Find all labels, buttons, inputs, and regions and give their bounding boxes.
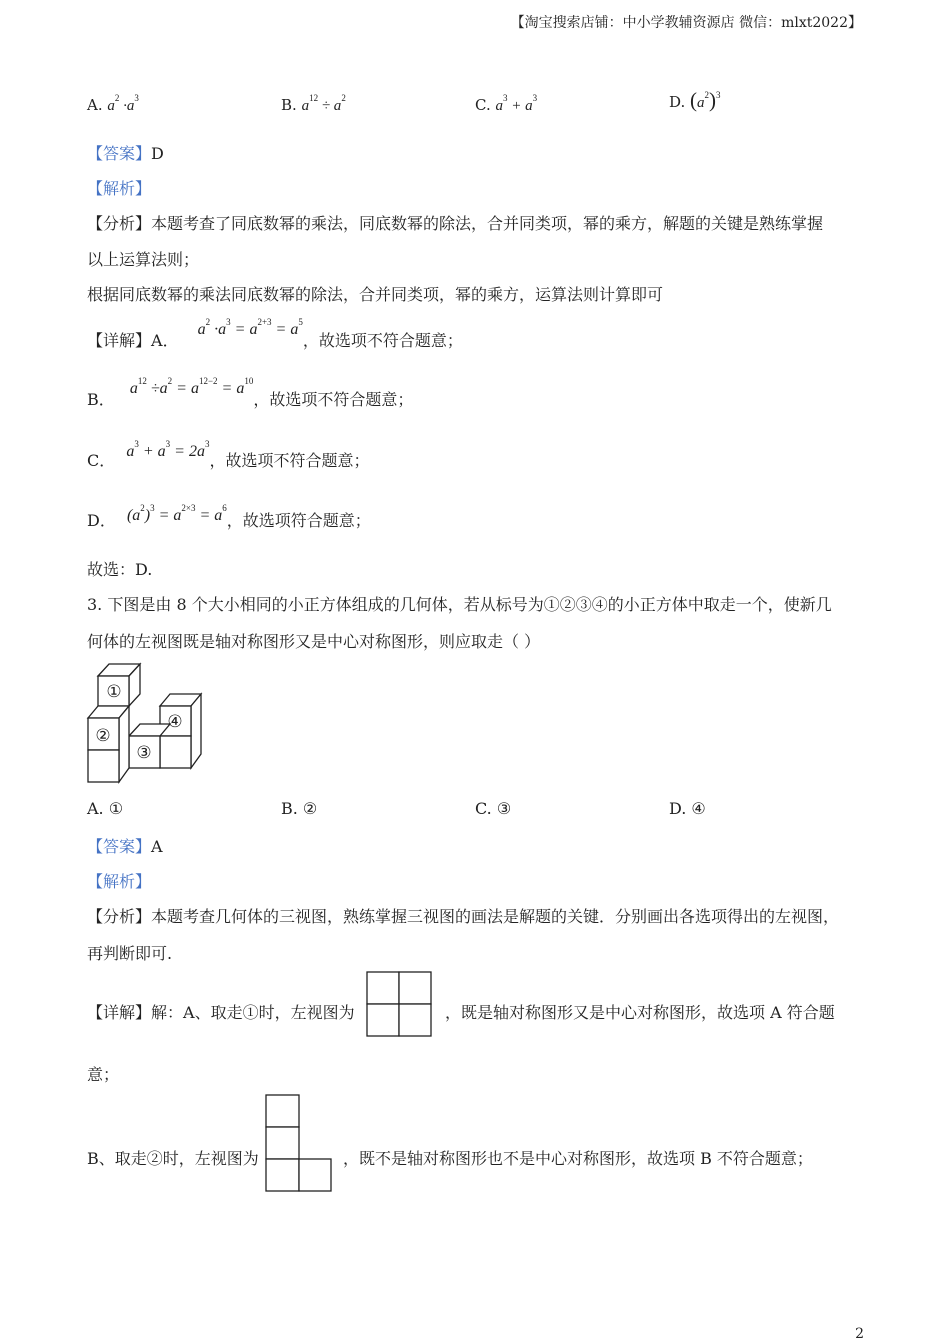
q3-detail-a-pre: 【详解】解：A、取走①时，左视图为	[87, 1003, 355, 1022]
option-label: A.	[87, 96, 103, 114]
q3-detail-b-post: ，既不是轴对称图形也不是中心对称图形，故选项 B 不符合题意；	[343, 1149, 813, 1168]
answer-value: D	[151, 144, 164, 163]
q3-detail-b-pre: B、取走②时，左视图为	[87, 1149, 259, 1168]
cube-4-side	[191, 694, 201, 768]
fenxi-tag: 【分析】	[87, 907, 152, 926]
left-view-b	[265, 1094, 333, 1194]
left-view-a	[366, 971, 432, 1037]
q3-detail-a-post: ，既是轴对称图形又是中心对称图形，故选项 A 符合题	[445, 1003, 835, 1022]
q2-fenxi-line1: 【分析】本题考查了同底数幂的乘法，同底数幂的除法，合并同类项，幂的乘方，解题的关键是熟练掌握	[87, 214, 824, 233]
cube-2-side	[119, 706, 129, 782]
cube-figure	[86, 660, 206, 785]
q2-detail-c: C． $a^3 + a^3 = 2a^3$，故选项不符合题意；	[87, 439, 370, 470]
fenxi-tag: 【分析】	[87, 214, 152, 233]
view-a-cell	[399, 972, 431, 1004]
q3-stem-line1: 3. 下图是由 8 个大小相同的小正方体组成的几何体，若从标号为①②③④的小正方体中取走一个，使新几	[87, 595, 832, 614]
q3-option-a: A. ①	[87, 799, 124, 818]
cube-label-2: ②	[95, 726, 111, 746]
cube-4-below	[160, 736, 191, 768]
option-label: D.	[669, 93, 686, 111]
option-expression: $a^3 + a^3$	[495, 93, 538, 114]
q2-analysis-tag: 【解析】	[87, 179, 152, 198]
q2-option-d	[669, 88, 721, 113]
view-b-cell	[266, 1127, 299, 1159]
detail-expression: $a^{12} \div a^2 = a^{12-2} = a^{10}$	[129, 376, 254, 397]
q3-stem-line2: 何体的左视图既是轴对称图形又是中心对称图形，则应取走（ ）	[87, 632, 541, 651]
cube-figure-svg	[86, 660, 206, 785]
q3-analysis-tag: 【解析】	[87, 872, 152, 891]
detail-expression: $(a^2)^3 = a^{2\times 3} = a^6$	[126, 503, 227, 524]
q2-detail-d: D． $(a^2)^3 = a^{2\times 3} = a^6$，故选项符合题意；	[87, 503, 371, 530]
view-b-cell	[266, 1159, 299, 1191]
option-expression: $(a^2)^3$	[690, 88, 721, 112]
q3-option-b: B. ②	[281, 799, 318, 818]
view-a-cell	[367, 1004, 399, 1036]
detail-expression: $a^2 \cdot a^3 = a^{2+3} = a^5$	[197, 317, 303, 338]
cube-label-3: ③	[136, 743, 152, 763]
detail-tag: 【详解】	[87, 331, 152, 350]
option-label: C.	[475, 96, 491, 114]
cube-2-below	[88, 750, 119, 782]
q3-option-c: C. ③	[475, 799, 512, 818]
answer-tag: 【答案】	[87, 837, 152, 856]
option-expression: $a^2 \cdot a^3$	[107, 93, 139, 114]
q3-fenxi-line2: 再判断即可.	[87, 944, 173, 963]
q3-option-d: D. ④	[669, 799, 706, 818]
q2-answer	[87, 141, 164, 164]
option-expression: $a^{12} \div a^2$	[301, 93, 346, 114]
left-view-b-svg	[265, 1094, 333, 1194]
q3-detail-a-end: 意；	[87, 1065, 120, 1084]
q3-fenxi-line1: 【分析】本题考查几何体的三视图，熟练掌握三视图的画法是解题的关键．分别画出各选项得出的左视图，	[87, 907, 840, 926]
page-number: 2	[855, 1326, 864, 1342]
left-view-a-svg	[366, 971, 432, 1037]
cube-label-4: ④	[167, 712, 183, 732]
q2-conclusion: 故选：D.	[87, 560, 153, 579]
q2-fenxi-line2: 以上运算法则；	[87, 250, 200, 269]
view-a-cell	[399, 1004, 431, 1036]
cube-label-1: ①	[106, 682, 122, 702]
q2-option-b	[281, 93, 346, 115]
answer-value: A	[151, 837, 163, 856]
view-b-cell	[299, 1159, 331, 1191]
q2-fenxi-line3: 根据同底数幂的乘法同底数幂的除法，合并同类项，幂的乘方，运算法则计算即可	[87, 285, 664, 304]
answer-tag: 【答案】	[87, 144, 152, 163]
q2-option-a	[87, 93, 139, 115]
q2-detail-b: B． $a^{12} \div a^2 = a^{12-2} = a^{10}$，故选项不符合题意；	[87, 376, 414, 409]
q2-option-c	[475, 93, 537, 115]
detail-tag: 【详解】	[87, 1003, 152, 1022]
detail-expression: $a^3 + a^3 = 2a^3$	[126, 439, 210, 460]
q3-answer	[87, 834, 163, 857]
option-label: B.	[281, 96, 297, 114]
q2-detail-a: 【详解】A． $a^2 \cdot a^3 = a^{2+3} = a^5$，故选项不符合题意；	[87, 317, 463, 350]
page-header: 【淘宝搜索店铺：中小学教辅资源店 微信：mlxt2022】	[510, 15, 862, 31]
view-b-cell	[266, 1095, 299, 1127]
view-a-cell	[367, 972, 399, 1004]
